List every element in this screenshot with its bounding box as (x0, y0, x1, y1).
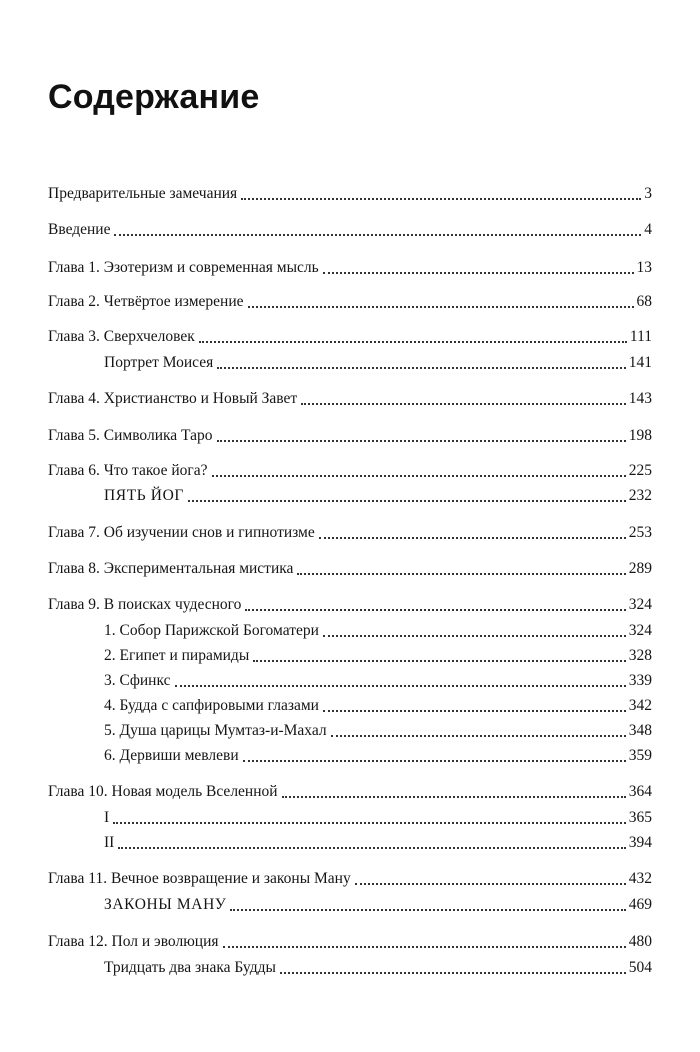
toc-entry-label: I (104, 809, 110, 826)
toc-entry-label: ПЯТЬ ЙОГ (104, 487, 184, 504)
toc-entry-label: 4. Будда с сапфировыми глазами (104, 697, 319, 714)
toc-subentry[interactable] (104, 484, 652, 508)
toc-entry-chapter-6[interactable] (48, 459, 652, 483)
dot-leader (253, 659, 626, 662)
toc-entry-chapter-12[interactable] (48, 930, 652, 954)
toc-entry-label: 5. Душа царицы Мумтаз-и-Махал (104, 722, 327, 739)
toc-entry-page: 324 (628, 622, 652, 639)
toc-entry-chapter-1[interactable] (48, 256, 652, 280)
toc-entry-page: 348 (628, 722, 652, 739)
page-title: Содержание (48, 78, 260, 116)
toc-subentry[interactable] (104, 956, 652, 980)
toc-entry-label: 6. Дервиши мевлеви (104, 747, 239, 764)
toc-entry-page: 225 (628, 462, 652, 479)
toc-entry-page: 365 (628, 809, 652, 826)
dot-leader (331, 734, 626, 737)
dot-leader (319, 536, 626, 539)
toc-subentry[interactable] (104, 644, 652, 668)
dot-leader (188, 499, 626, 502)
dot-leader (199, 340, 627, 343)
toc-entry-label: Глава 3. Сверхчеловек (48, 328, 195, 345)
dot-leader (241, 197, 641, 200)
toc-entry-page: 394 (628, 834, 652, 851)
toc-entry-page: 328 (628, 647, 652, 664)
toc-entry-page: 13 (636, 259, 652, 276)
toc-entry-label: Введение (48, 221, 111, 238)
toc-entry-label: Глава 10. Новая модель Вселенной (48, 783, 278, 800)
toc-entry-page: 111 (629, 328, 652, 345)
toc-entry-label: Глава 6. Что такое йога? (48, 462, 208, 479)
toc-entry-page: 68 (636, 293, 652, 310)
dot-leader (280, 971, 626, 974)
toc-entry-label: Глава 5. Символика Таро (48, 427, 213, 444)
toc-entry-chapter-11[interactable] (48, 867, 652, 891)
dot-leader (323, 634, 626, 637)
toc-entry-label: Глава 8. Экспериментальная мистика (48, 560, 294, 577)
toc-subentry[interactable] (104, 669, 652, 693)
toc-entry-page: 143 (628, 390, 652, 407)
toc-entry-page: 432 (628, 870, 652, 887)
toc-entry-page: 198 (628, 427, 652, 444)
toc-entry-label: Предварительные замечания (48, 185, 238, 202)
toc-entry-chapter-10[interactable] (48, 780, 652, 804)
toc-subentry[interactable] (104, 744, 652, 768)
toc-entry-page: 4 (644, 221, 652, 238)
toc-subentry[interactable] (104, 893, 652, 917)
toc-entry-label: Глава 9. В поисках чудесного (48, 596, 242, 613)
dot-leader (297, 572, 625, 575)
toc-entry-page: 364 (628, 783, 652, 800)
toc-entry-page: 324 (628, 596, 652, 613)
dot-leader (282, 795, 626, 798)
toc-entry-label: Глава 2. Четвёртое измерение (48, 293, 244, 310)
toc-entry-label: ЗАКОНЫ МАНУ (104, 896, 227, 913)
dot-leader (113, 821, 626, 824)
toc-subentry[interactable] (104, 619, 652, 643)
toc-entry-introduction[interactable] (48, 218, 652, 242)
toc-entry-page: 289 (628, 560, 652, 577)
dot-leader (323, 271, 634, 274)
toc-entry-chapter-9[interactable] (48, 593, 652, 617)
toc-entry-chapter-3[interactable] (48, 325, 652, 349)
toc-entry-label: II (104, 834, 115, 851)
toc-entry-page: 339 (628, 672, 652, 689)
toc-subentry[interactable] (104, 719, 652, 743)
toc-entry-page: 141 (628, 354, 652, 371)
dot-leader (223, 945, 626, 948)
toc-entry-chapter-2[interactable] (48, 290, 652, 314)
toc-entry-label: 2. Египет и пирамиды (104, 647, 250, 664)
toc-subentry[interactable] (104, 694, 652, 718)
toc-entry-page: 253 (628, 524, 652, 541)
toc-entry-label: Глава 7. Об изучении снов и гипнотизме (48, 524, 315, 541)
toc-entry-label: Глава 4. Христианство и Новый Завет (48, 390, 298, 407)
dot-leader (175, 684, 626, 687)
toc-entry-page: 232 (628, 487, 652, 504)
toc-entry-label: Глава 11. Вечное возвращение и законы Ману (48, 870, 351, 887)
dot-leader (212, 474, 626, 477)
toc-entry-chapter-8[interactable] (48, 557, 652, 581)
dot-leader (230, 908, 625, 911)
dot-leader (248, 305, 634, 308)
dot-leader (245, 608, 625, 611)
toc-entry-page: 504 (628, 959, 652, 976)
toc-entry-page: 342 (628, 697, 652, 714)
dot-leader (217, 366, 626, 369)
toc-subentry[interactable] (104, 831, 652, 855)
toc-entry-page: 480 (628, 933, 652, 950)
dot-leader (217, 439, 626, 442)
dot-leader (243, 759, 626, 762)
dot-leader (114, 233, 641, 236)
toc-entry-label: Глава 12. Пол и эволюция (48, 933, 219, 950)
toc-entry-chapter-5[interactable] (48, 424, 652, 448)
toc-entry-chapter-4[interactable] (48, 387, 652, 411)
toc-entry-label: 1. Собор Парижской Богоматери (104, 622, 319, 639)
toc-entry-label: 3. Сфинкс (104, 672, 171, 689)
dot-leader (323, 709, 626, 712)
toc-entry-chapter-7[interactable] (48, 521, 652, 545)
toc-entry-label: Глава 1. Эзотеризм и современная мысль (48, 259, 319, 276)
toc-subentry[interactable] (104, 806, 652, 830)
toc-entry-label: Тридцать два знака Будды (104, 959, 276, 976)
toc-entry-page: 469 (628, 896, 652, 913)
toc-entry-page: 3 (644, 185, 652, 202)
dot-leader (355, 882, 626, 885)
toc-entry-preface[interactable] (48, 182, 652, 206)
toc-entry-label: Портрет Моисея (104, 354, 214, 371)
toc-entry-page: 359 (628, 747, 652, 764)
toc-subentry[interactable] (104, 351, 652, 375)
dot-leader (118, 846, 625, 849)
dot-leader (301, 402, 626, 405)
